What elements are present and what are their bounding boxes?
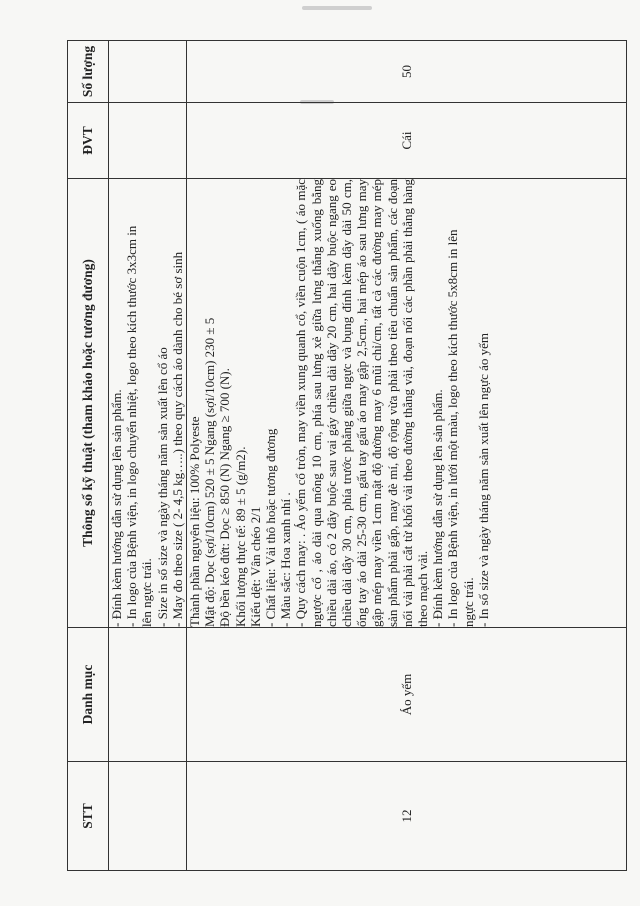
- header-stt: STT: [68, 762, 109, 871]
- spec-line: - Màu sắc: Hoa xanh nhí .: [278, 492, 294, 627]
- stt-cell: 12: [187, 762, 627, 871]
- prev-item-cell: [109, 628, 187, 762]
- spec-line: - Size in số size và ngày tháng năm sản xuất lên cổ áo: [154, 347, 170, 627]
- spec-line: - In logo của Bệnh viện, in logo chuyển nhiệt, logo theo kích thước 3x3cm in: [124, 225, 140, 627]
- unit-cell: Cái: [187, 103, 627, 179]
- spec-line: Khối lượng thực tế: 89 ± 5 (g/m2).: [232, 446, 248, 627]
- header-unit: ĐVT: [68, 103, 109, 179]
- header-item: Danh mục: [68, 628, 109, 762]
- spec-cell: [187, 179, 627, 628]
- spec-table: [67, 40, 627, 871]
- spec-line: - Đính kèm hướng dẫn sử dụng lên sản phẩm.: [109, 389, 124, 627]
- header-qty: Số lượng: [68, 41, 109, 103]
- spec-line: - Chất liệu: Vải thô hoặc tương đương: [263, 428, 279, 627]
- spec-line: ngực trái.: [460, 577, 476, 627]
- prev-unit-cell: [109, 103, 187, 179]
- spec-line: lên ngực trái.: [139, 558, 155, 627]
- spec-line: Thành phần nguyên liệu: 100% Polyeste: [187, 416, 202, 627]
- spec-line: - Đính kèm hướng dẫn sử dụng lên sản phẩm.: [430, 389, 446, 627]
- spec-line: Kiểu dệt: Vân chéo 2/1: [247, 506, 263, 627]
- table-row-continued: [109, 41, 187, 871]
- rotated-page: [67, 41, 627, 871]
- quantity-cell: 50: [187, 41, 627, 103]
- prev-stt-cell: [109, 762, 187, 871]
- table-row: [187, 41, 627, 871]
- prev-qty-cell: [109, 41, 187, 103]
- scan-speck: [302, 6, 372, 10]
- prev-spec-cell: [109, 179, 187, 628]
- spec-line: - In logo của Bệnh viện, in lưới một màu, logo theo kích thước 5x8cm in lên: [445, 229, 461, 627]
- header-spec: Thông số kỹ thuật (tham khảo hoặc tương đương): [68, 179, 109, 628]
- spec-line: - In số size và ngày tháng năm sản xuất lên ngực áo yếm: [475, 332, 491, 627]
- sewing-spec-paragraph: - Quy cách may: . Áo yếm cổ tròn, may viền xung quanh cổ, viền cuộn 1cm, ( áo mặc ngược cổ , áo dài qua mông 10 cm, phía sau lưng xẻ giữa lưng thẳng xuống bằng chiều dài áo, có 2 dây buộc sau vai gáy chiều dài dây 20 cm, hai dây buộc ngang eo chiều dài dây 30 cm, phía trước phẳng giữa ngực và bụng đính kèm dây dài 50 cm, ống tay áo dài 25-30 cm, gấu tay gấu áo may gập 2,5cm., hai mép áo sau lưng may gập mép may viền 1cm mật độ đường may 6 mũi chỉ/cm, tất cả các đường may mép sản phẩm phải gấp, may đè mí, độ rộng vừa phải theo tiêu chuẩn sản phẩm, các đoạn nối vải phải cắt từ khổi vải theo đường thẳng vải, đoạn nối các phần phải thẳng hàng theo mạch vải.: [293, 179, 431, 627]
- spec-line: - May đo theo size ( 2- 4,5 kg…..) theo quy cách áo dành cho bé sơ sinh: [169, 251, 185, 627]
- item-name-cell: Áo yếm: [187, 628, 627, 762]
- spec-line: Mật độ: Dọc (sợi/10cm) 520 ± 5 Ngang (sợi/10cm) 230 ± 5: [202, 317, 218, 627]
- spec-line: Độ bền kéo đứt: Dọc ≥ 850 (N) Ngang ≥ 700 (N).: [217, 368, 233, 627]
- header-row: [68, 41, 109, 871]
